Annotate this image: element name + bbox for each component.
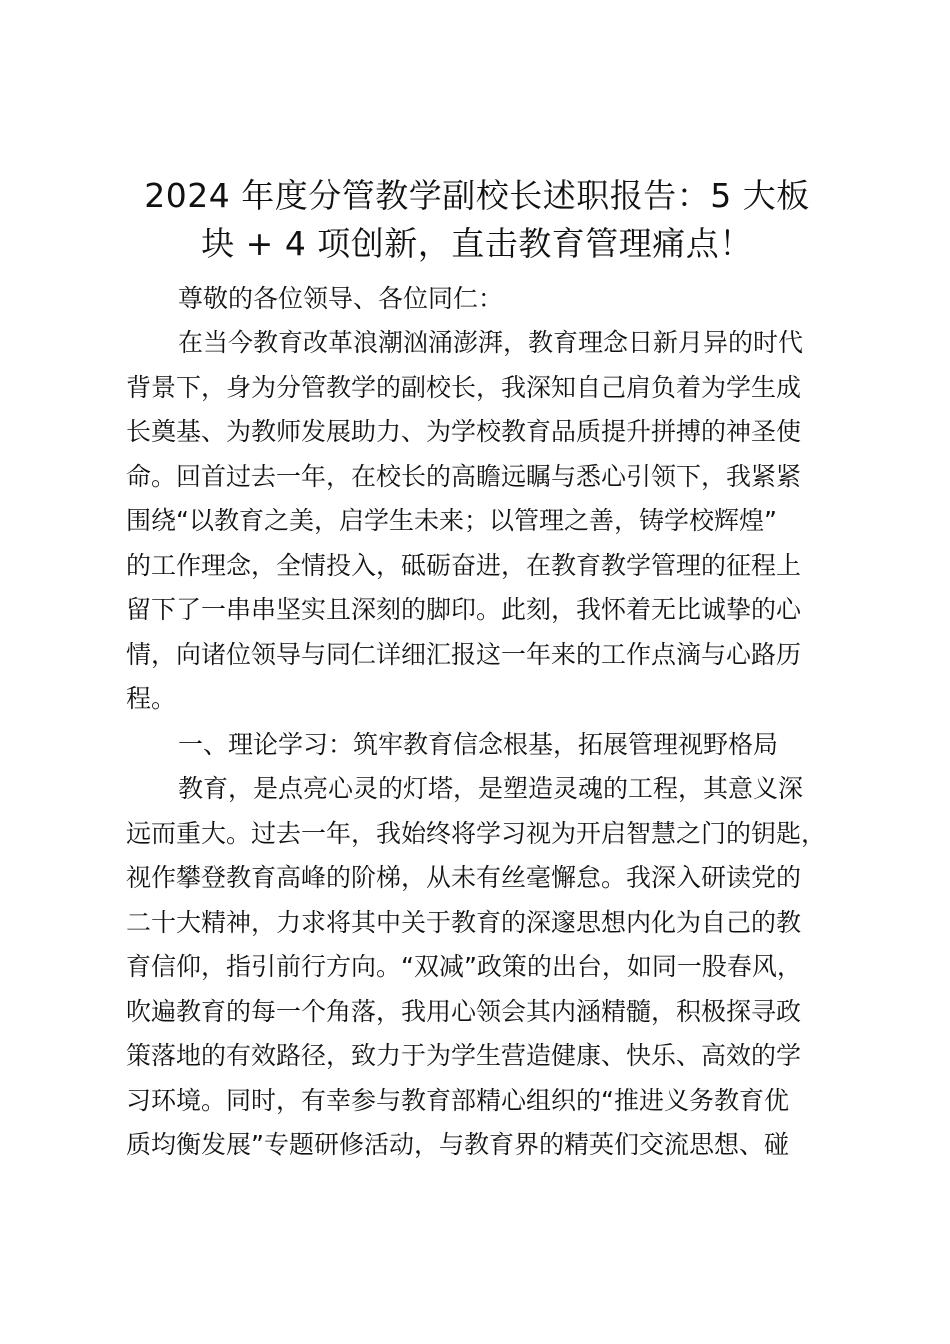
- paragraph-line: 在当今教育改革浪潮汹涌澎湃，教育理念日新月异的时代: [178, 328, 804, 357]
- paragraph-line: 质均衡发展”专题研修活动，与教育界的精英们交流思想、碰: [126, 1130, 789, 1159]
- greeting: [126, 277, 836, 322]
- paragraph-line: 习环境。同时，有幸参与教育部精心组织的“推进义务教育优: [126, 1085, 789, 1115]
- paragraph-line: 策落地的有效路径，致力于为学生营造健康、快乐、高效的学: [126, 1041, 802, 1070]
- section-heading: [126, 723, 836, 768]
- paragraph-line: 留下了一串串坚实且深刻的脚印。此刻，我怀着无比诚挚的心: [126, 595, 802, 624]
- paragraph-line: 命。回首过去一年，在校长的高瞻远瞩与悉心引领下，我紧紧: [126, 461, 802, 491]
- section-heading-text: 一、理论学习：筑牢教育信念根基，拓展管理视野格局: [178, 730, 779, 759]
- paragraph-line: 视作攀登教育高峰的阶梯，从未有丝毫懈怠。我深入研读党的: [126, 863, 802, 892]
- paragraph-line: 育信仰，指引前行方向。“双减”政策的出台，如同一股春风，: [126, 952, 802, 981]
- paragraph-intro: [126, 321, 836, 722]
- paragraph-line: 远而重大。过去一年，我始终将学习视为开启智慧之门的钥匙，: [126, 818, 827, 848]
- title-line: 块 + 4 项创新，直击教育管理痛点！: [201, 224, 753, 263]
- paragraph-line: 围绕“以教育之美，启学生未来；以管理之善，铸学校辉煌”: [126, 506, 777, 535]
- paragraph-line: 二十大精神，力求将其中关于教育的深邃思想内化为自己的教: [126, 907, 802, 937]
- paragraph-line: 教育，是点亮心灵的灯塔，是塑造灵魂的工程，其意义深: [178, 774, 804, 803]
- paragraph-line: 程。: [126, 684, 177, 713]
- document-title: [118, 172, 836, 268]
- paragraph-line: 的工作理念，全情投入，砥砺奋进，在教育教学管理的征程上: [126, 550, 802, 580]
- paragraph-theory-study: [126, 767, 836, 1168]
- greeting-line: 尊敬的各位领导、各位同仁：: [178, 284, 504, 313]
- paragraph-line: 吹遍教育的每一个角落，我用心领会其内涵精髓，积极探寻政: [126, 996, 802, 1026]
- title-line: 2024 年度分管教学副校长述职报告：5 大板: [144, 176, 810, 215]
- paragraph-line: 长奠基、为教师发展助力、为学校教育品质提升拼搏的神圣使: [126, 417, 802, 446]
- paragraph-line: 背景下，身为分管教学的副校长，我深知自己肩负着为学生成: [126, 372, 802, 402]
- paragraph-line: 情，向诸位领导与同仁详细汇报这一年来的工作点滴与心路历: [126, 639, 802, 669]
